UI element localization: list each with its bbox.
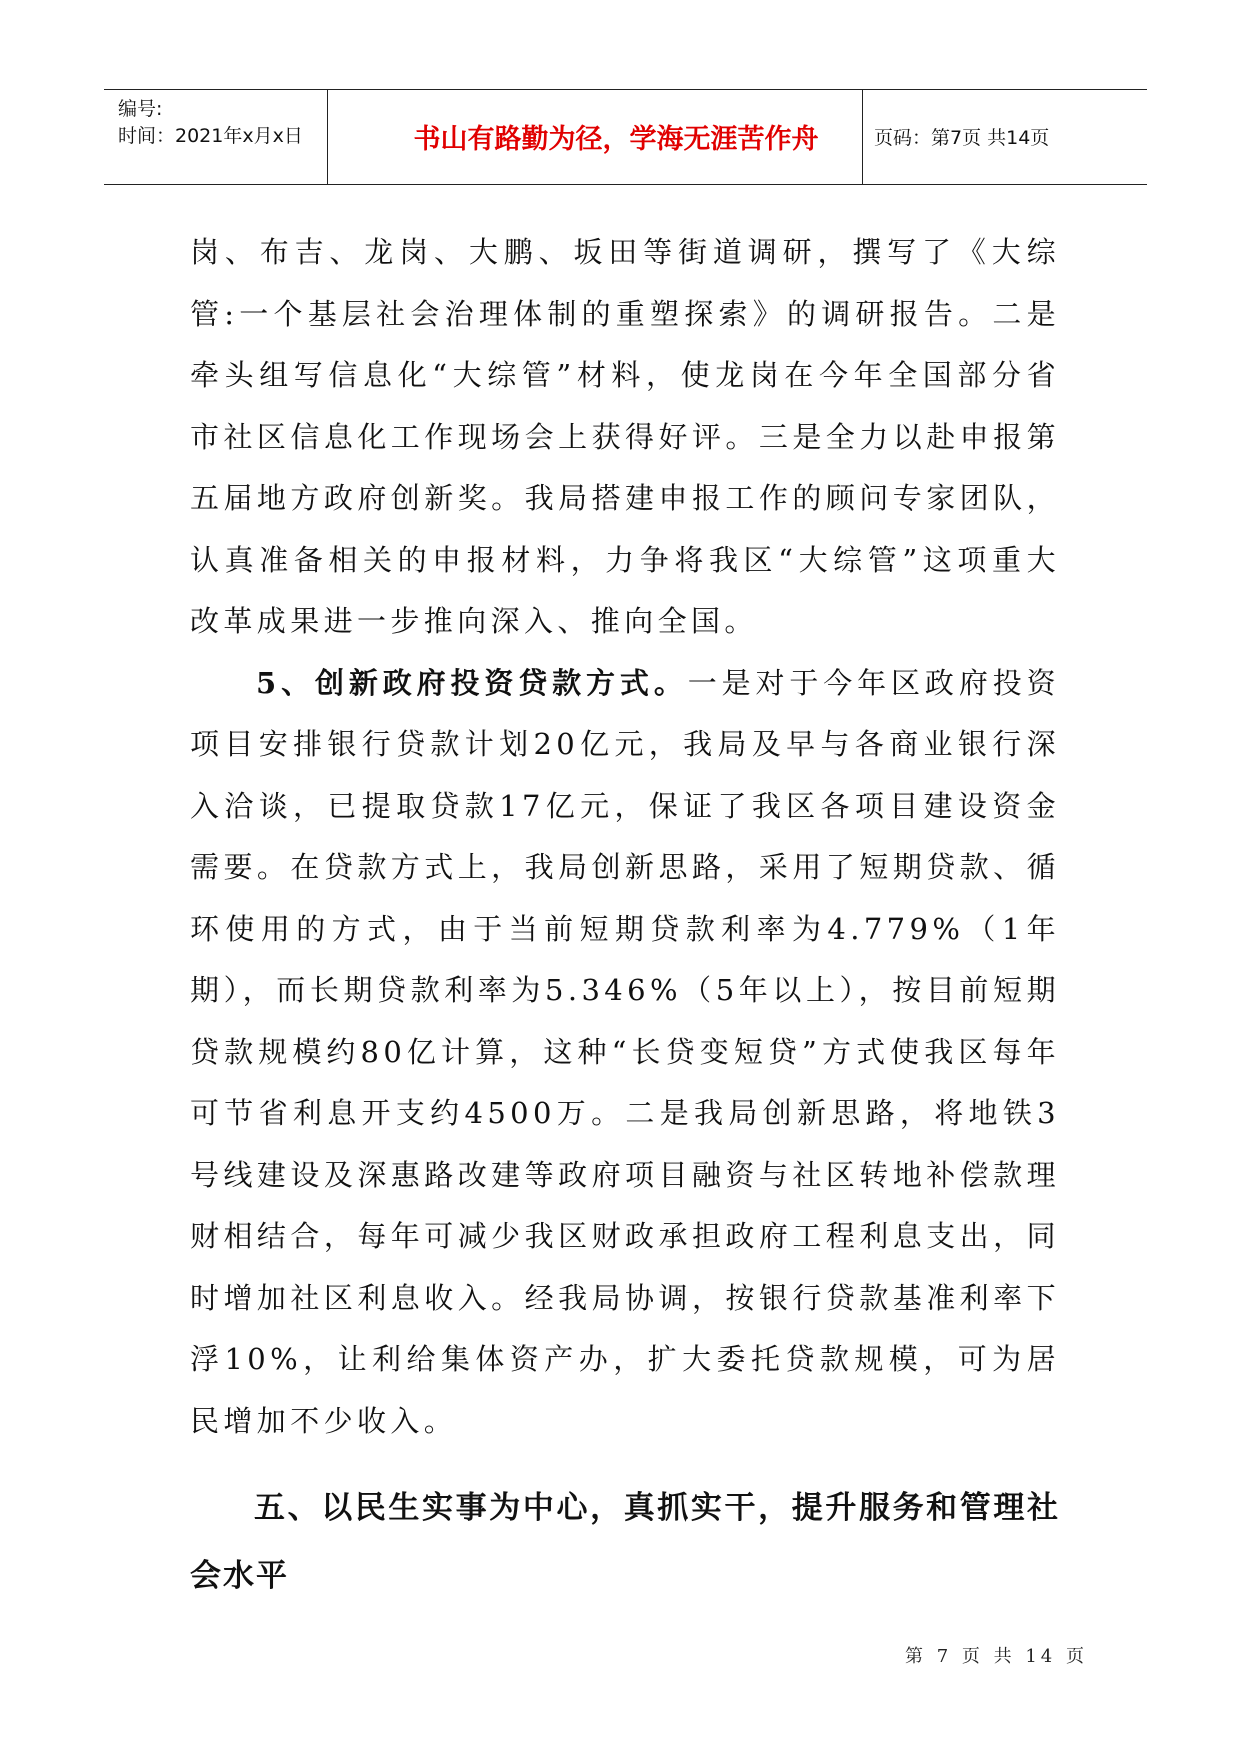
header-motto: 书山有路勤为径，学海无涯苦作舟 — [413, 124, 819, 155]
header-divider-left — [327, 90, 328, 184]
document-body — [190, 222, 1060, 1610]
body-paragraph-1: 岗、布吉、龙岗、大鹏、坂田等街道调研，撰写了《大综管:一个基层社会治理体制的重塑探索》的调研报告。二是牵头组写信息化“大综管”材料，使龙岗在今年全国部分省市社区信息化工作现场会上获得好评。三是全力以赴申报第五届地方政府创新奖。我局搭建申报工作的顾问专家团队，认真准备相关的申报材料，力争将我区“大综管”这项重大改革成果进一步推向深入、推向全国。 — [190, 235, 1060, 638]
section-heading: 五、以民生实事为中心，真抓实干，提升服务和管理社会水平 — [190, 1490, 1060, 1594]
document-time-label: 时间：2021年x月x日 — [118, 125, 303, 147]
header-page-code: 页码：第7页 共14页 — [874, 127, 1050, 149]
page-footer: 第 7 页 共 14 页 — [905, 1646, 1088, 1667]
body-paragraph-2 — [190, 653, 1060, 1453]
header-divider-right — [862, 90, 863, 184]
header-meta — [118, 96, 303, 150]
paragraph-text: 一是对于今年区政府投资项目安排银行贷款计划20亿元，我局及早与各商业银行深入洽谈，已提取贷款17亿元，保证了我区各项目建设资金需要。在贷款方式上，我局创新思路，采用了短期贷款、循环使用的方式，由于当前短期贷款利率为4.779%（1年期），而长期贷款利率为5.346%（5年以上），按目前短期贷款规模约80亿计算，这种“长贷变短贷”方式使我区每年可节省利息开支约4500万。二是我局创新思路，将地铁3号线建设及深惠路改建等政府项目融资与社区转地补偿款理财相结合，每年可减少我区财政承担政府工程利息支出，同时增加社区利息收入。经我局协调，按银行贷款基准利率下浮10%，让利给集体资产办，扩大委托贷款规模，可为居民增加不少收入。 — [190, 665, 1060, 1438]
page-header — [104, 89, 1147, 185]
document-number-label: 编号: — [118, 98, 163, 120]
paragraph-lead-title: 5、创新政府投资贷款方式。 — [256, 665, 688, 700]
